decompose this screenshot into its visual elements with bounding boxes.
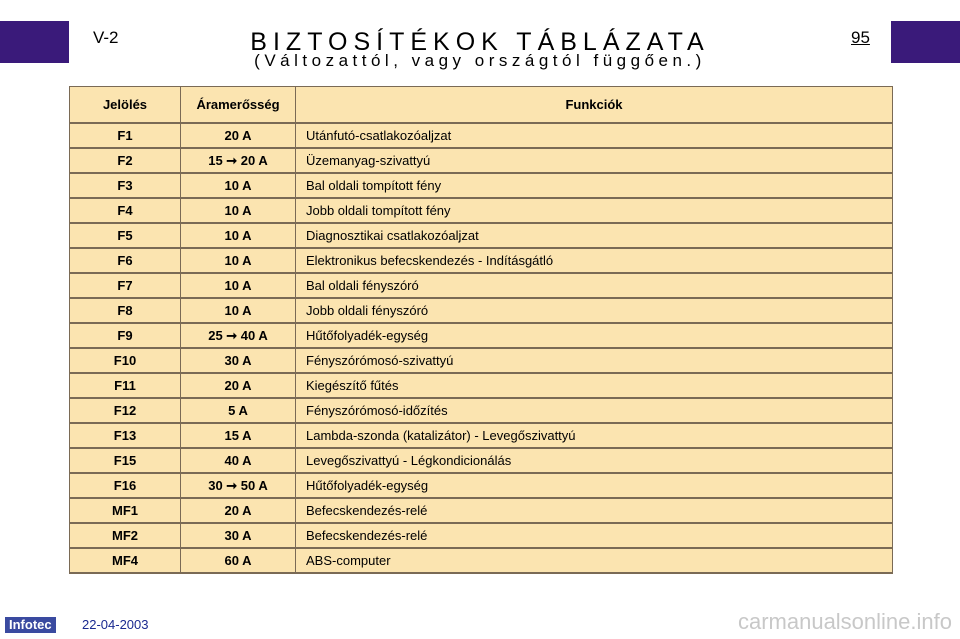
amperage-cell: 30 ➞ 50 A xyxy=(181,474,296,499)
function-cell: Fényszórómosó-időzítés xyxy=(296,399,893,424)
fuse-code-cell: F16 xyxy=(69,474,181,499)
footer-date: 22-04-2003 xyxy=(82,617,149,632)
function-cell: Kiegészítő fűtés xyxy=(296,374,893,399)
function-cell: Levegőszivattyú - Légkondicionálás xyxy=(296,449,893,474)
page-title: BIZTOSÍTÉKOK TÁBLÁZATA xyxy=(250,28,710,56)
table-header-row xyxy=(69,86,893,124)
amperage-cell: 10 A xyxy=(181,274,296,299)
infotec-logo: Infotec xyxy=(5,617,56,633)
function-cell: Befecskendezés-relé xyxy=(296,524,893,549)
fuse-code-cell: F4 xyxy=(69,199,181,224)
function-cell: Fényszórómosó-szivattyú xyxy=(296,349,893,374)
fuse-code-cell: F1 xyxy=(69,124,181,149)
amperage-cell: 15 A xyxy=(181,424,296,449)
function-cell: Lambda-szonda (katalizátor) - Levegőszivattyú xyxy=(296,424,893,449)
table-row xyxy=(69,524,893,549)
fuse-table-body xyxy=(69,124,893,574)
fuse-code-cell: F10 xyxy=(69,349,181,374)
amperage-cell: 10 A xyxy=(181,174,296,199)
amperage-cell: 20 A xyxy=(181,374,296,399)
function-cell: Diagnosztikai csatlakozóaljzat xyxy=(296,224,893,249)
fuse-code-cell: F3 xyxy=(69,174,181,199)
fuse-code-cell: F11 xyxy=(69,374,181,399)
function-cell: ABS-computer xyxy=(296,549,893,574)
watermark: carmanualsonline.info xyxy=(737,609,952,634)
fuse-code-cell: F13 xyxy=(69,424,181,449)
fuse-table xyxy=(69,86,893,574)
amperage-cell: 30 A xyxy=(181,349,296,374)
page-subtitle: (Változattól, vagy országtól függően.) xyxy=(254,51,706,70)
fuse-code-cell: MF4 xyxy=(69,549,181,574)
table-row xyxy=(69,199,893,224)
fuse-code-cell: F5 xyxy=(69,224,181,249)
fuse-code-cell: F6 xyxy=(69,249,181,274)
amperage-cell: 10 A xyxy=(181,199,296,224)
amperage-cell: 10 A xyxy=(181,249,296,274)
amperage-cell: 10 A xyxy=(181,224,296,249)
table-row xyxy=(69,449,893,474)
fuse-code-cell: F2 xyxy=(69,149,181,174)
amperage-cell: 25 ➞ 40 A xyxy=(181,324,296,349)
amperage-cell: 5 A xyxy=(181,399,296,424)
amperage-cell: 30 A xyxy=(181,524,296,549)
function-cell: Jobb oldali tompított fény xyxy=(296,199,893,224)
table-row xyxy=(69,399,893,424)
table-row xyxy=(69,249,893,274)
fuse-code-cell: F8 xyxy=(69,299,181,324)
function-cell: Bal oldali tompított fény xyxy=(296,174,893,199)
function-cell: Elektronikus befecskendezés - Indításgátló xyxy=(296,249,893,274)
table-row xyxy=(69,299,893,324)
section-label: V-2 xyxy=(93,28,119,47)
table-row xyxy=(69,224,893,249)
table-row xyxy=(69,499,893,524)
column-header-functions: Funkciók xyxy=(296,86,893,124)
amperage-cell: 10 A xyxy=(181,299,296,324)
table-row xyxy=(69,124,893,149)
fuse-table-container xyxy=(69,86,893,614)
table-row xyxy=(69,174,893,199)
function-cell: Jobb oldali fényszóró xyxy=(296,299,893,324)
amperage-cell: 20 A xyxy=(181,499,296,524)
amperage-cell: 40 A xyxy=(181,449,296,474)
table-row xyxy=(69,324,893,349)
column-header-amperage: Áramerősség xyxy=(181,86,296,124)
table-row xyxy=(69,474,893,499)
table-row xyxy=(69,374,893,399)
function-cell: Hűtőfolyadék-egység xyxy=(296,324,893,349)
function-cell: Hűtőfolyadék-egység xyxy=(296,474,893,499)
fuse-code-cell: F15 xyxy=(69,449,181,474)
function-cell: Utánfutó-csatlakozóaljzat xyxy=(296,124,893,149)
fuse-code-cell: F9 xyxy=(69,324,181,349)
amperage-cell: 15 ➞ 20 A xyxy=(181,149,296,174)
fuse-code-cell: MF2 xyxy=(69,524,181,549)
table-row xyxy=(69,149,893,174)
page-number: 95 xyxy=(851,28,870,47)
amperage-cell: 60 A xyxy=(181,549,296,574)
function-cell: Üzemanyag-szivattyú xyxy=(296,149,893,174)
fuse-code-cell: MF1 xyxy=(69,499,181,524)
table-row xyxy=(69,349,893,374)
function-cell: Befecskendezés-relé xyxy=(296,499,893,524)
table-row xyxy=(69,274,893,299)
function-cell: Bal oldali fényszóró xyxy=(296,274,893,299)
column-header-designation: Jelölés xyxy=(69,86,181,124)
amperage-cell: 20 A xyxy=(181,124,296,149)
fuse-code-cell: F7 xyxy=(69,274,181,299)
table-row xyxy=(69,549,893,574)
table-row xyxy=(69,424,893,449)
fuse-code-cell: F12 xyxy=(69,399,181,424)
